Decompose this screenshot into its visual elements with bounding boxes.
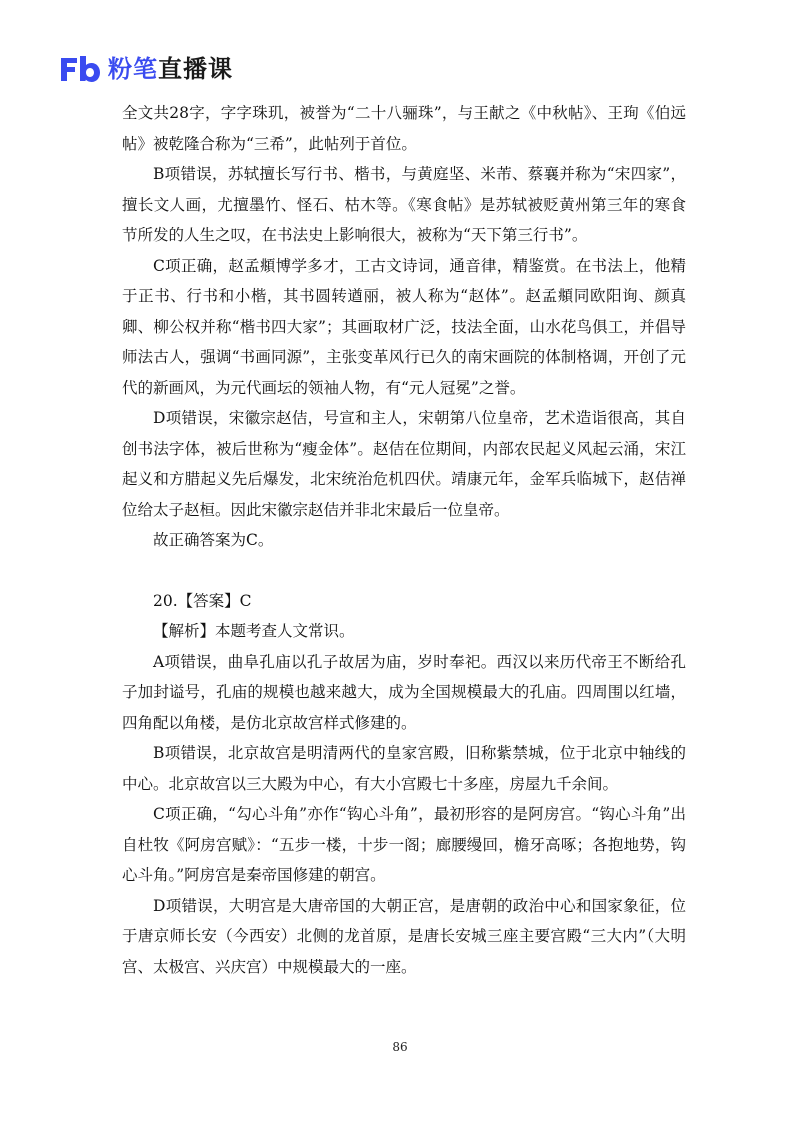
paragraph: B项错误，苏轼擅长写行书、楷书，与黄庭坚、米芾、蔡襄并称为“宋四家”，擅长文人画，尤擅墨竹、怪石、枯木等。《寒食帖》是苏轼被贬黄州第三年的寒食节所发的人生之叹，在书法史上影响很大，被称为“天下第三行书”。 [122, 165, 686, 244]
paragraph: C项正确，赵孟頫博学多才，工古文诗词，通音律，精鉴赏。在书法上，他精于正书、行书和小楷，其书圆转遒丽，被人称为“赵体”。赵孟頫同欧阳询、颜真卿、柳公权并称“楷书四大家”；其画取材广泛，技法全面，山水花鸟俱工，并倡导师法古人，强调“书画同源”，主张变革风行已久的南宋画院的体制格调，开创了元代的新画风，为元代画坛的领袖人物，有“元人冠冕”之誉。 [122, 256, 686, 397]
question-answer: 20.【答案】C [153, 591, 252, 610]
paragraph: C项正确，“勾心斗角”亦作“钩心斗角”，最初形容的是阿房宫。“钩心斗角”出自杜牧《阿房宫赋》：“五步一楼，十步一阁；廊腰缦回，檐牙高啄；各抱地势，钩心斗角。”阿房宫是秦帝国修建的朝宫。 [122, 805, 686, 884]
paragraph: A项错误，曲阜孔庙以孔子故居为庙，岁时奉祀。西汉以来历代帝王不断给孔子加封谥号，孔庙的规模也越来越大，成为全国规模最大的孔庙。四周围以红墙，四角配以角楼，是仿北京故宫样式修建的。 [122, 652, 686, 732]
question-analysis: 【解析】本题考查人文常识。 [153, 622, 355, 640]
page-number: 86 [392, 1040, 408, 1054]
document-body [122, 98, 686, 982]
conclusion: 故正确答案为C。 [153, 531, 274, 549]
paragraph: D项错误，大明宫是大唐帝国的大朝正宫，是唐朝的政治中心和国家象征，位于唐京师长安（今西安）北侧的龙首原，是唐长安城三座主要宫殿“三大内”（大明宫、太极宫、兴庆宫）中规模最大的一座。 [122, 896, 686, 976]
brand-name: 粉笔 [108, 55, 158, 83]
paragraph: D项错误，宋徽宗赵佶，号宣和主人，宋朝第八位皇帝，艺术造诣很高，其自创书法字体，被后世称为“瘦金体”。赵佶在位期间，内部农民起义风起云涌，宋江起义和方腊起义先后爆发，北宋统治危机四伏。靖康元年，金军兵临城下，赵佶禅位给太子赵桓。因此宋徽宗赵佶并非北宋最后一位皇帝。 [122, 409, 686, 519]
brand-subtitle: 直播课 [158, 55, 233, 83]
spacer [122, 556, 686, 586]
fb-logo-icon [58, 54, 102, 84]
header [58, 52, 233, 86]
paragraph: 全文共28字，字字珠玑，被誉为“二十八骊珠”，与王献之《中秋帖》、王珣《伯远帖》被乾隆合称为“三希”，此帖列于首位。 [122, 104, 686, 153]
paragraph: B项错误，北京故宫是明清两代的皇家宫殿，旧称紫禁城，位于北京中轴线的中心。北京故宫以三大殿为中心，有大小宫殿七十多座，房屋九千余间。 [122, 744, 686, 793]
brand-title [108, 54, 233, 84]
